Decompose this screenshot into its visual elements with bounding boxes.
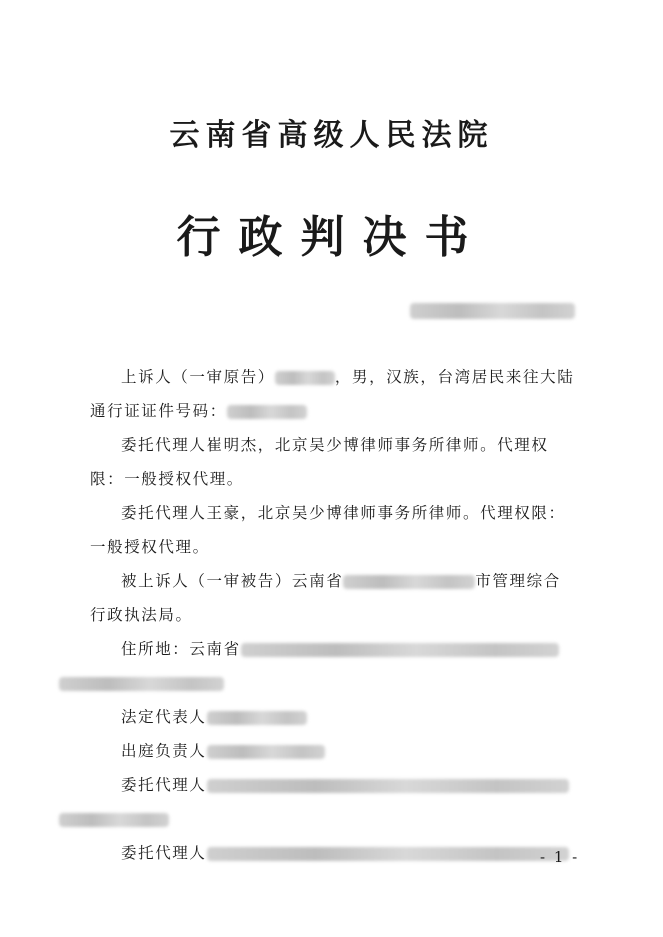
paragraph-legal-rep [90,700,576,734]
court-name: 云南省高级人民法院 [169,118,494,153]
appellant-details: ，男，汉族，台湾居民来往大陆通行证证件号码： [90,368,575,420]
case-number-redacted [410,300,575,316]
redaction-block [207,745,325,759]
paragraph-agent-3 [90,768,576,836]
paragraph-appellant [90,360,576,428]
paragraph-address [90,632,576,700]
redaction-block [343,575,475,589]
redaction-block [207,779,569,793]
judgment-body [90,360,576,870]
paragraph-court-responsible [90,734,576,768]
paragraph-agent-4 [90,836,576,870]
appellee-org: 市管理综合行政执法局。 [90,572,561,624]
address-label: 住所地：云南省 [121,640,241,658]
appellee-label: 被上诉人（一审被告）云南省 [121,572,344,590]
document-type-title: 行政判决书 [176,212,487,263]
redaction-block [207,711,307,725]
page-number: - 1 - [540,848,580,866]
agent-3-label: 委托代理人 [121,776,207,794]
redaction-block [410,303,575,319]
redaction-block [59,677,224,691]
redaction-block [241,643,559,657]
redaction-block [59,813,169,827]
court-responsible-label: 出庭负责人 [121,742,207,760]
paragraph-agent-1: 委托代理人崔明杰，北京吴少博律师事务所律师。代理权限：一般授权代理。 [90,436,549,488]
redaction-block [207,847,569,861]
paragraph-appellee [90,564,576,632]
appellant-label: 上诉人（一审原告） [121,368,275,386]
redaction-block [275,371,335,385]
redaction-block [227,405,307,419]
paragraph-agent-2: 委托代理人王豪，北京吴少博律师事务所律师。代理权限：一般授权代理。 [90,504,566,556]
agent-4-label: 委托代理人 [121,844,207,862]
legal-rep-label: 法定代表人 [121,708,207,726]
